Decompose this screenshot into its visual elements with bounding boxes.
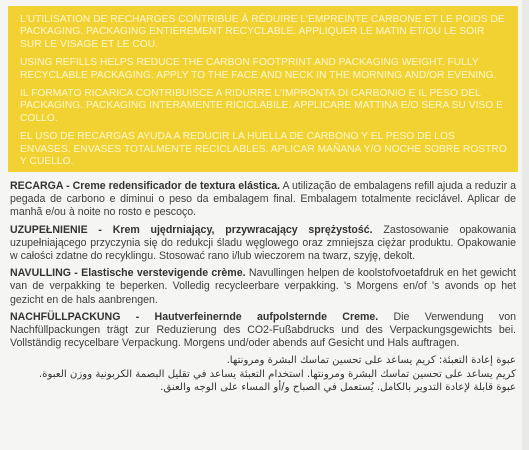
multilingual-text-section bbox=[8, 180, 522, 450]
right-edge-shadow bbox=[522, 0, 529, 450]
section-text-pt: A utilização de embalagens refill ajuda a reduzir a pegada de carbono e diminui o peso da embalagem final. Embalagem totalmente reciclável. Aplicar de manhã e/ou à noite no rosto e pescoço. bbox=[10, 180, 516, 219]
arabic-line-2: كريم يساعد على تحسين تماسك البشرة ومرونتها. استخدام التعبئة يساعد في تقليل البصمة الكربونية ووزن العبوة. bbox=[38, 368, 516, 380]
yellow-paragraph-es: EL USO DE RECARGAS AYUDA A REDUCIR LA HUELLA DE CARBONO Y EL PESO DE LOS ENVASES. ENVASES TOTALMENTE RECICLABLES. APLICAR MAÑANA Y/O NOCHE SOBRE ROSTRO Y CUELLO. bbox=[20, 131, 507, 168]
yellow-info-panel bbox=[8, 6, 518, 172]
arabic-block bbox=[10, 354, 516, 394]
paragraph-pt bbox=[10, 180, 516, 220]
paragraph-pl bbox=[10, 224, 516, 264]
paragraph-nl bbox=[10, 267, 516, 307]
yellow-paragraph-fr: L'UTILISATION DE RECHARGES CONTRIBUE À RÉDUIRE L'EMPREINTE CARBONE ET LE POIDS DE PACKAGING. PACKAGING ENTIÈREMENT RECYCLABLE. APPLIQUER LE MATIN ET/OU LE SOIR SUR LE VISAGE ET LE COU. bbox=[20, 14, 505, 50]
yellow-paragraph-it: IL FORMATO RICARICA CONTRIBUISCE A RIDURRE L'IMPRONTA DI CARBONIO E IL PESO DEL PACKAGING. PACKAGING INTERAMENTE RICICLABILE. APPLICARE MATTINA E/O SERA SU VISO E COLLO. bbox=[20, 88, 504, 124]
section-label-pt: RECARGA - Creme redensificador de textura elástica. bbox=[10, 180, 281, 192]
arabic-line-3: عبوة قابلة لإعادة التدوير بالكامل. يُستعمل في الصباح و/أو المساء على الوجه والعنق. bbox=[160, 382, 516, 394]
section-label-de: NACHFÜLLPACKUNG - Hautverfeinernde aufpolsternde Creme. bbox=[10, 310, 379, 323]
section-text-nl: Navullingen helpen de koolstofvoetafdruk en het gewicht van de verpakking te beperken. Volledig recycleerbare verpakking. 's Morgens en/of 's avonds op het gezicht en de hals aanbrengen. bbox=[10, 267, 516, 306]
section-text-pl: Zastosowanie opakowania uzupełniającego przyczynia się do redukcji śladu węglowego oraz zmniejsza ciężar produktu. Opakowanie w całości zdatne do recyklingu. Stosować rano i/lub wieczorem na twarz, szyję, dekolt. bbox=[10, 223, 516, 263]
section-label-nl: NAVULLING - Elastische verstevigende crème. bbox=[10, 267, 246, 280]
section-label-pl: UZUPEŁNIENIE - Krem ujędrniający, przywracający sprężystość. bbox=[10, 223, 373, 236]
section-text-de: Die Verwendung von Nachfüllpackungen trägt zur Reduzierung des CO2-Fußabdrucks und des Verpackungsgewichts bei. Vollständig recycelbare Verpackung. Morgens und/oder abends auf Gesicht und Hals auftragen. bbox=[10, 310, 516, 350]
yellow-paragraph-en: USING REFILLS HELPS REDUCE THE CARBON FOOTPRINT AND PACKAGING WEIGHT. FULLY RECYCLABLE PACKAGING. APPLY TO THE FACE AND NECK IN THE MORNING AND/OR EVENING. bbox=[20, 57, 497, 81]
paragraph-de bbox=[10, 311, 516, 351]
arabic-line-1: عبوة إعادة التعبئة: كريم يساعد على تحسين تماسك البشرة ومرونتها. bbox=[226, 355, 516, 367]
